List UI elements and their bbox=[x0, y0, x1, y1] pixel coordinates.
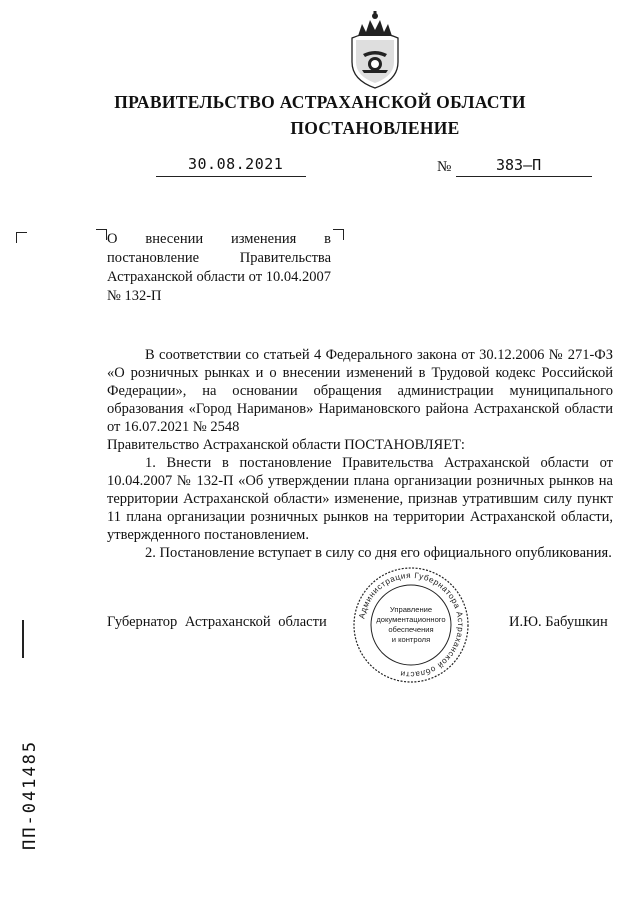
stamp-center-line-2: документационного bbox=[376, 615, 446, 624]
subject-left-bracket bbox=[96, 229, 107, 240]
organization-title: ПРАВИТЕЛЬСТВО АСТРАХАНСКОЙ ОБЛАСТИ bbox=[114, 92, 526, 112]
subject-right-bracket bbox=[333, 229, 344, 240]
document-subject: О внесении изменения в постановление Правительства Астраханской области от 10.04.2007 № 132-П bbox=[107, 231, 331, 304]
document-type-title: ПОСТАНОВЛЕНИЕ bbox=[290, 118, 460, 138]
resolves-line: Правительство Астраханской области ПОСТАНОВЛЯЕТ: bbox=[107, 437, 465, 453]
number-sign: № bbox=[437, 159, 452, 175]
preamble-paragraph: В соответствии со статьей 4 Федерального закона от 30.12.2006 № 271-ФЗ «О розничных рынках и о внесении изменений в Трудовой кодекс Российской Федерации», на основании обращения администрации муниципального образования «Город Нариманов» Наримановского района Астраханской области от 16.07.2021 № 2548 bbox=[107, 347, 613, 435]
stamp-center-line-3: обеспечения bbox=[388, 625, 434, 634]
document-number: 383–П bbox=[496, 156, 542, 174]
official-stamp bbox=[352, 566, 470, 684]
side-registration-code: ПП-041485 bbox=[20, 739, 40, 850]
signatory-role: Губернатор Астраханской области bbox=[107, 614, 327, 630]
margin-mark bbox=[22, 620, 24, 658]
document-date: 30.08.2021 bbox=[188, 155, 284, 173]
item-1-paragraph: 1. Внести в постановление Правительства Астраханской области от 10.04.2007 № 132-П «Об утверждении плана организации розничных рынков на территории Астраханской области» изменение, признав утратившим силу пункт 11 плана организации розничных рынков на территории Астраханской области, утвержденного постановлением. bbox=[107, 455, 613, 543]
left-corner-mark bbox=[16, 232, 27, 243]
stamp-center-line-1: Управление bbox=[389, 605, 433, 614]
document-body bbox=[107, 346, 613, 562]
number-underline bbox=[456, 176, 592, 177]
coat-of-arms-emblem bbox=[344, 10, 406, 90]
date-underline bbox=[156, 176, 306, 177]
stamp-center-line-4: и контроля bbox=[391, 635, 431, 644]
stamp-ring-text: Администрация Губернатора Астраханской области bbox=[357, 570, 466, 680]
signatory-name: И.Ю. Бабушкин bbox=[509, 614, 608, 630]
item-2-paragraph: 2. Постановление вступает в силу со дня его официального опубликования. bbox=[145, 545, 612, 561]
